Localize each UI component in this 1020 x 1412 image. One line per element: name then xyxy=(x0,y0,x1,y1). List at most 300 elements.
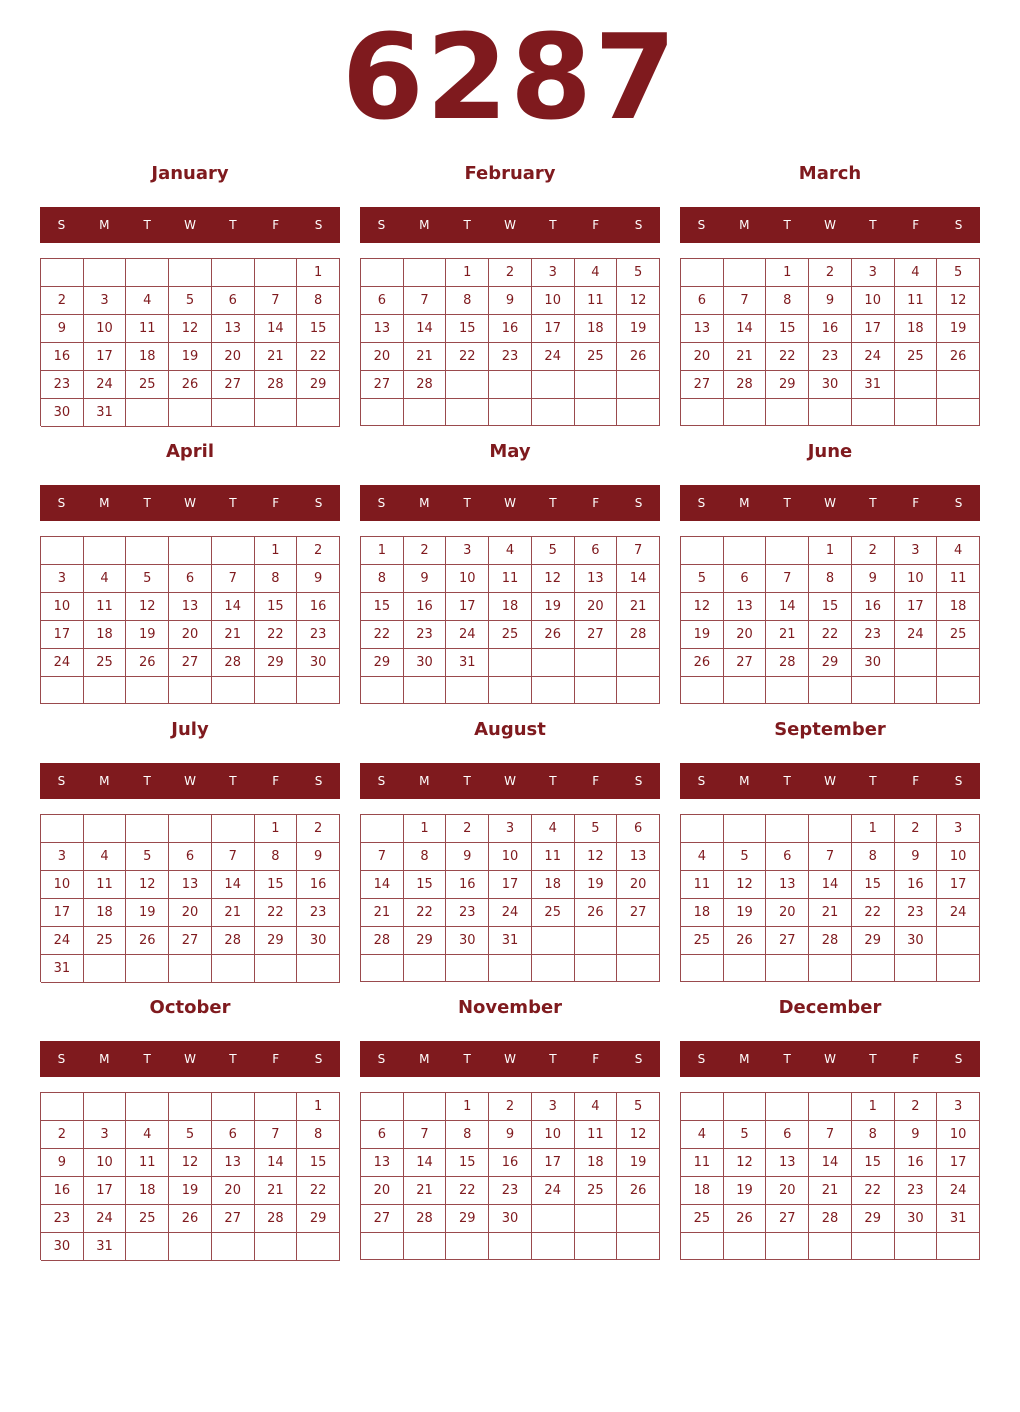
day-cell: 28 xyxy=(766,649,809,677)
day-cell: 22 xyxy=(297,1177,340,1205)
day-cell: 6 xyxy=(681,287,724,315)
weekday-label: F xyxy=(592,1052,600,1066)
empty-day-cell xyxy=(681,537,724,565)
day-cell: 26 xyxy=(575,899,618,927)
day-cell: 5 xyxy=(937,259,980,287)
day-cell: 16 xyxy=(489,1149,532,1177)
day-cell: 7 xyxy=(404,1121,447,1149)
empty-day-cell xyxy=(809,1093,852,1121)
empty-day-cell xyxy=(169,537,212,565)
day-cell: 19 xyxy=(681,621,724,649)
day-cell: 15 xyxy=(446,315,489,343)
empty-day-cell xyxy=(446,955,489,982)
weekday-label: S xyxy=(697,218,706,232)
day-cell: 22 xyxy=(809,621,852,649)
empty-day-cell xyxy=(84,259,127,287)
day-cell: 22 xyxy=(361,621,404,649)
weekday-label: F xyxy=(912,496,920,510)
month-title: October xyxy=(149,997,231,1018)
day-cell: 8 xyxy=(446,287,489,315)
day-cell: 21 xyxy=(809,1177,852,1205)
day-cell: 28 xyxy=(212,649,255,677)
empty-day-cell xyxy=(809,399,852,426)
empty-day-cell xyxy=(169,399,212,427)
empty-day-cell xyxy=(532,955,575,982)
day-cell: 13 xyxy=(766,871,809,899)
day-cell: 8 xyxy=(446,1121,489,1149)
empty-day-cell xyxy=(532,677,575,704)
day-cell: 24 xyxy=(937,1177,980,1205)
day-cell: 20 xyxy=(212,1177,255,1205)
empty-day-cell xyxy=(404,677,447,704)
weekday-label: T xyxy=(783,774,791,788)
empty-day-cell xyxy=(489,955,532,982)
day-cell: 3 xyxy=(532,259,575,287)
empty-day-cell xyxy=(532,649,575,677)
empty-day-cell xyxy=(126,259,169,287)
weekday-label: T xyxy=(143,496,151,510)
day-cell: 9 xyxy=(895,1121,938,1149)
day-cell: 18 xyxy=(937,593,980,621)
empty-day-cell xyxy=(681,815,724,843)
day-cell: 4 xyxy=(681,1121,724,1149)
empty-day-cell xyxy=(212,1233,255,1261)
empty-day-cell xyxy=(724,399,767,426)
weekday-label: S xyxy=(697,496,706,510)
day-cell: 10 xyxy=(532,287,575,315)
weekday-label: S xyxy=(954,496,963,510)
empty-day-cell xyxy=(937,677,980,704)
day-cell: 21 xyxy=(404,343,447,371)
weekday-label: T xyxy=(229,218,237,232)
day-cell: 10 xyxy=(937,843,980,871)
day-cell: 18 xyxy=(84,899,127,927)
empty-day-cell xyxy=(617,371,660,399)
day-cell: 17 xyxy=(532,315,575,343)
day-cell: 19 xyxy=(126,899,169,927)
day-cell: 16 xyxy=(404,593,447,621)
weekday-header xyxy=(40,207,340,243)
empty-day-cell xyxy=(255,955,298,983)
day-cell: 8 xyxy=(852,1121,895,1149)
day-cell: 10 xyxy=(41,593,84,621)
day-cell: 10 xyxy=(41,871,84,899)
weekday-label: S xyxy=(314,218,323,232)
day-cell: 1 xyxy=(255,537,298,565)
day-cell: 3 xyxy=(41,843,84,871)
empty-day-cell xyxy=(852,1233,895,1260)
day-cell: 18 xyxy=(84,621,127,649)
day-cell: 28 xyxy=(361,927,404,955)
day-cell: 5 xyxy=(724,1121,767,1149)
day-cell: 1 xyxy=(255,815,298,843)
day-cell: 16 xyxy=(41,1177,84,1205)
day-cell: 30 xyxy=(404,649,447,677)
day-cell: 14 xyxy=(212,593,255,621)
day-cell: 22 xyxy=(852,1177,895,1205)
weekday-header xyxy=(680,207,980,243)
day-cell: 23 xyxy=(297,621,340,649)
day-cell: 23 xyxy=(489,343,532,371)
day-cell: 7 xyxy=(809,843,852,871)
day-cell: 18 xyxy=(532,871,575,899)
empty-day-cell xyxy=(617,955,660,982)
day-cell: 16 xyxy=(809,315,852,343)
empty-day-cell xyxy=(361,955,404,982)
weekday-label: S xyxy=(634,218,643,232)
weekday-label: W xyxy=(824,496,836,510)
weekday-label: T xyxy=(783,496,791,510)
month-title: September xyxy=(774,719,886,740)
day-cell: 14 xyxy=(404,1149,447,1177)
weekday-header xyxy=(360,763,660,799)
day-cell: 11 xyxy=(126,315,169,343)
empty-day-cell xyxy=(169,677,212,704)
empty-day-cell xyxy=(575,927,618,955)
empty-day-cell xyxy=(895,649,938,677)
day-cell: 6 xyxy=(575,537,618,565)
month-title: November xyxy=(457,997,563,1018)
empty-day-cell xyxy=(212,259,255,287)
empty-day-cell xyxy=(809,955,852,982)
day-cell: 9 xyxy=(446,843,489,871)
day-cell: 26 xyxy=(724,1205,767,1233)
empty-day-cell xyxy=(41,815,84,843)
day-cell: 19 xyxy=(617,315,660,343)
day-cell: 3 xyxy=(895,537,938,565)
weekday-header xyxy=(360,207,660,243)
day-cell: 13 xyxy=(212,1149,255,1177)
day-cell: 1 xyxy=(297,259,340,287)
day-cell: 22 xyxy=(446,1177,489,1205)
day-cell: 14 xyxy=(809,1149,852,1177)
day-cell: 26 xyxy=(681,649,724,677)
weekday-header xyxy=(680,763,980,799)
weekday-label: T xyxy=(229,496,237,510)
day-cell: 15 xyxy=(255,593,298,621)
day-cell: 13 xyxy=(169,593,212,621)
empty-day-cell xyxy=(446,677,489,704)
day-cell: 16 xyxy=(895,871,938,899)
day-cell: 9 xyxy=(297,565,340,593)
weekday-label: F xyxy=(272,774,280,788)
month-title: July xyxy=(171,719,209,740)
empty-day-cell xyxy=(532,927,575,955)
empty-day-cell xyxy=(895,371,938,399)
day-cell: 8 xyxy=(297,1121,340,1149)
weekday-label: M xyxy=(739,496,750,510)
empty-day-cell xyxy=(404,399,447,426)
day-cell: 2 xyxy=(404,537,447,565)
weekday-label: T xyxy=(869,496,877,510)
empty-day-cell xyxy=(617,399,660,426)
day-cell: 6 xyxy=(361,287,404,315)
month-title: June xyxy=(807,441,853,462)
weekday-label: T xyxy=(869,1052,877,1066)
day-cell: 24 xyxy=(937,899,980,927)
day-cell: 6 xyxy=(724,565,767,593)
month-title: August xyxy=(474,719,546,740)
day-cell: 6 xyxy=(617,815,660,843)
day-cell: 3 xyxy=(937,815,980,843)
day-cell: 14 xyxy=(361,871,404,899)
day-cell: 20 xyxy=(169,899,212,927)
weekday-label: F xyxy=(592,774,600,788)
day-cell: 15 xyxy=(297,1149,340,1177)
weekday-label: S xyxy=(954,218,963,232)
empty-day-cell xyxy=(895,955,938,982)
empty-day-cell xyxy=(937,1233,980,1260)
day-cell: 12 xyxy=(532,565,575,593)
day-cell: 17 xyxy=(852,315,895,343)
day-cell: 4 xyxy=(84,843,127,871)
day-cell: 20 xyxy=(617,871,660,899)
day-cell: 15 xyxy=(852,871,895,899)
day-cell: 29 xyxy=(809,649,852,677)
day-cell: 21 xyxy=(212,621,255,649)
weekday-label: S xyxy=(377,218,386,232)
empty-day-cell xyxy=(724,1093,767,1121)
day-cell: 9 xyxy=(489,287,532,315)
month-title: February xyxy=(464,163,556,184)
day-cell: 14 xyxy=(766,593,809,621)
day-cell: 18 xyxy=(489,593,532,621)
day-cell: 9 xyxy=(489,1121,532,1149)
empty-day-cell xyxy=(724,1233,767,1260)
day-cell: 1 xyxy=(809,537,852,565)
empty-day-cell xyxy=(809,1233,852,1260)
day-cell: 1 xyxy=(852,1093,895,1121)
day-cell: 25 xyxy=(84,927,127,955)
day-cell: 19 xyxy=(126,621,169,649)
day-cell: 28 xyxy=(255,1205,298,1233)
empty-day-cell xyxy=(126,1093,169,1121)
day-cell: 24 xyxy=(532,343,575,371)
weekday-label: M xyxy=(419,496,430,510)
day-cell: 8 xyxy=(766,287,809,315)
empty-day-cell xyxy=(937,399,980,426)
weekday-label: S xyxy=(954,774,963,788)
empty-day-cell xyxy=(489,399,532,426)
weekday-label: W xyxy=(504,218,516,232)
weekday-label: S xyxy=(314,774,323,788)
month-title: April xyxy=(165,441,215,462)
day-cell: 7 xyxy=(212,843,255,871)
weekday-label: W xyxy=(824,1052,836,1066)
empty-day-cell xyxy=(724,259,767,287)
day-cell: 11 xyxy=(681,1149,724,1177)
day-cell: 3 xyxy=(84,287,127,315)
day-cell: 20 xyxy=(724,621,767,649)
empty-day-cell xyxy=(575,955,618,982)
day-cell: 23 xyxy=(41,1205,84,1233)
day-cell: 14 xyxy=(617,565,660,593)
day-cell: 12 xyxy=(724,871,767,899)
day-cell: 22 xyxy=(255,621,298,649)
empty-day-cell xyxy=(84,815,127,843)
day-cell: 28 xyxy=(255,371,298,399)
empty-day-cell xyxy=(575,371,618,399)
empty-day-cell xyxy=(724,677,767,704)
empty-day-cell xyxy=(297,955,340,983)
empty-day-cell xyxy=(681,399,724,426)
empty-day-cell xyxy=(617,1205,660,1233)
day-cell: 15 xyxy=(766,315,809,343)
weekday-label: T xyxy=(229,774,237,788)
day-cell: 23 xyxy=(446,899,489,927)
month-title: March xyxy=(798,163,862,184)
weekday-label: S xyxy=(57,774,66,788)
empty-day-cell xyxy=(84,1093,127,1121)
day-cell: 29 xyxy=(446,1205,489,1233)
empty-day-cell xyxy=(937,927,980,955)
day-cell: 29 xyxy=(404,927,447,955)
empty-day-cell xyxy=(575,1205,618,1233)
weekday-label: T xyxy=(143,774,151,788)
day-grid xyxy=(680,1092,980,1260)
day-cell: 20 xyxy=(766,899,809,927)
day-cell: 11 xyxy=(937,565,980,593)
empty-day-cell xyxy=(169,1093,212,1121)
empty-day-cell xyxy=(255,1093,298,1121)
day-cell: 17 xyxy=(41,621,84,649)
day-cell: 22 xyxy=(446,343,489,371)
day-cell: 21 xyxy=(809,899,852,927)
day-cell: 13 xyxy=(212,315,255,343)
empty-day-cell xyxy=(766,537,809,565)
day-cell: 5 xyxy=(617,1093,660,1121)
day-cell: 11 xyxy=(532,843,575,871)
empty-day-cell xyxy=(895,677,938,704)
day-cell: 11 xyxy=(126,1149,169,1177)
day-cell: 5 xyxy=(169,287,212,315)
empty-day-cell xyxy=(361,677,404,704)
day-cell: 14 xyxy=(255,1149,298,1177)
day-cell: 17 xyxy=(895,593,938,621)
day-cell: 20 xyxy=(361,343,404,371)
weekday-label: W xyxy=(504,774,516,788)
day-cell: 19 xyxy=(575,871,618,899)
day-cell: 2 xyxy=(895,815,938,843)
day-cell: 15 xyxy=(446,1149,489,1177)
day-cell: 21 xyxy=(404,1177,447,1205)
day-cell: 29 xyxy=(297,371,340,399)
empty-day-cell xyxy=(681,259,724,287)
weekday-label: W xyxy=(504,1052,516,1066)
day-cell: 2 xyxy=(852,537,895,565)
day-cell: 30 xyxy=(489,1205,532,1233)
empty-day-cell xyxy=(681,677,724,704)
day-cell: 24 xyxy=(532,1177,575,1205)
day-cell: 31 xyxy=(852,371,895,399)
day-cell: 22 xyxy=(404,899,447,927)
day-cell: 11 xyxy=(84,871,127,899)
day-cell: 28 xyxy=(724,371,767,399)
day-cell: 5 xyxy=(126,565,169,593)
empty-day-cell xyxy=(489,1233,532,1260)
weekday-label: T xyxy=(463,218,471,232)
day-cell: 2 xyxy=(297,537,340,565)
day-cell: 20 xyxy=(361,1177,404,1205)
weekday-label: M xyxy=(739,774,750,788)
empty-day-cell xyxy=(852,677,895,704)
empty-day-cell xyxy=(297,1233,340,1261)
day-cell: 9 xyxy=(41,315,84,343)
day-cell: 11 xyxy=(895,287,938,315)
empty-day-cell xyxy=(681,955,724,982)
day-cell: 29 xyxy=(852,1205,895,1233)
day-cell: 31 xyxy=(937,1205,980,1233)
weekday-label: T xyxy=(869,774,877,788)
weekday-label: F xyxy=(592,496,600,510)
day-cell: 9 xyxy=(895,843,938,871)
empty-day-cell xyxy=(895,1233,938,1260)
empty-day-cell xyxy=(41,677,84,704)
day-cell: 23 xyxy=(895,1177,938,1205)
day-cell: 17 xyxy=(532,1149,575,1177)
day-cell: 6 xyxy=(169,843,212,871)
day-cell: 30 xyxy=(297,649,340,677)
day-grid xyxy=(680,258,980,426)
day-cell: 17 xyxy=(489,871,532,899)
day-cell: 18 xyxy=(126,1177,169,1205)
day-grid xyxy=(360,1092,660,1260)
weekday-label: T xyxy=(783,1052,791,1066)
day-cell: 17 xyxy=(937,1149,980,1177)
empty-day-cell xyxy=(766,677,809,704)
day-cell: 1 xyxy=(446,259,489,287)
weekday-label: F xyxy=(912,218,920,232)
day-cell: 19 xyxy=(169,1177,212,1205)
day-cell: 12 xyxy=(126,871,169,899)
empty-day-cell xyxy=(84,537,127,565)
empty-day-cell xyxy=(489,371,532,399)
empty-day-cell xyxy=(766,955,809,982)
day-cell: 14 xyxy=(404,315,447,343)
day-cell: 27 xyxy=(766,1205,809,1233)
weekday-label: M xyxy=(419,218,430,232)
empty-day-cell xyxy=(489,677,532,704)
day-cell: 25 xyxy=(84,649,127,677)
day-cell: 27 xyxy=(169,927,212,955)
day-cell: 12 xyxy=(575,843,618,871)
day-cell: 10 xyxy=(895,565,938,593)
day-grid xyxy=(360,258,660,426)
empty-day-cell xyxy=(575,649,618,677)
day-cell: 5 xyxy=(126,843,169,871)
day-cell: 15 xyxy=(361,593,404,621)
day-cell: 4 xyxy=(895,259,938,287)
day-cell: 13 xyxy=(361,315,404,343)
weekday-label: T xyxy=(463,1052,471,1066)
day-cell: 15 xyxy=(852,1149,895,1177)
day-cell: 17 xyxy=(937,871,980,899)
day-cell: 3 xyxy=(41,565,84,593)
day-cell: 12 xyxy=(617,1121,660,1149)
empty-day-cell xyxy=(617,1233,660,1260)
day-grid xyxy=(360,814,660,982)
weekday-label: M xyxy=(739,1052,750,1066)
day-cell: 28 xyxy=(212,927,255,955)
weekday-label: W xyxy=(184,218,196,232)
empty-day-cell xyxy=(126,815,169,843)
day-cell: 7 xyxy=(766,565,809,593)
day-cell: 18 xyxy=(126,343,169,371)
day-cell: 10 xyxy=(84,315,127,343)
empty-day-cell xyxy=(361,259,404,287)
empty-day-cell xyxy=(212,1093,255,1121)
empty-day-cell xyxy=(809,815,852,843)
